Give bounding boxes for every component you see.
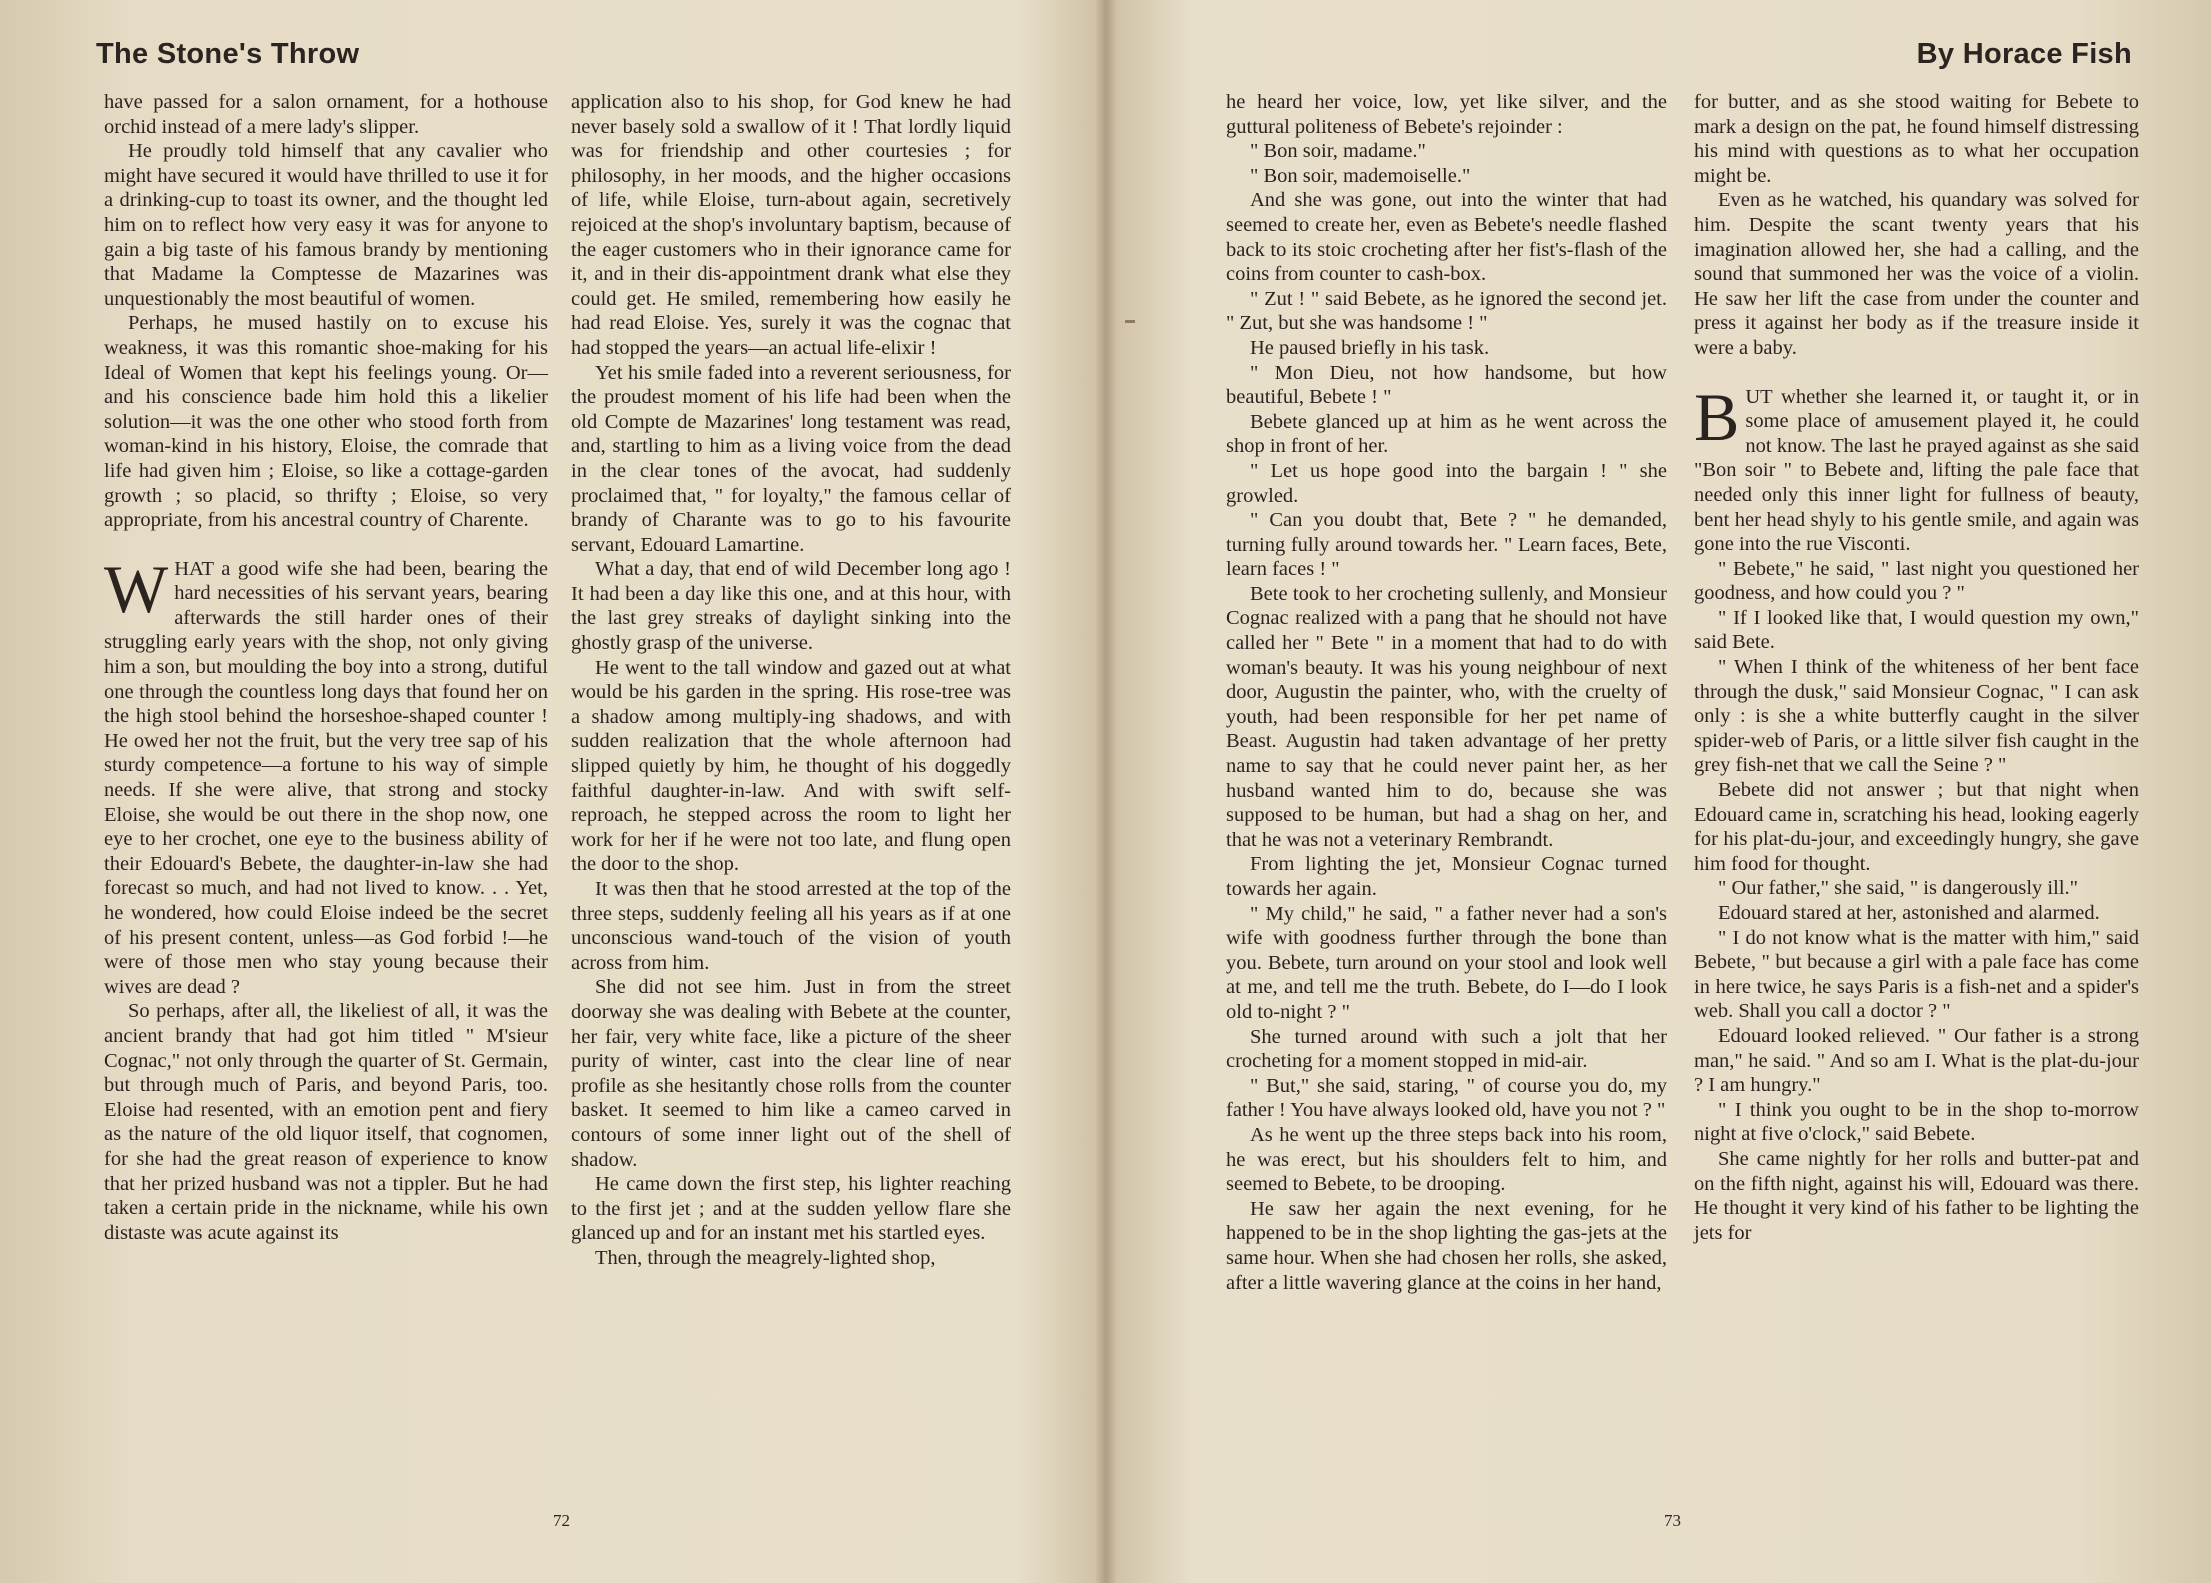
- paragraph: " Bon soir, madame.": [1250, 140, 1426, 163]
- paragraph: " If I looked like that, I would question my own," said Bete.: [1694, 606, 2139, 654]
- paragraph: Bete took to her crocheting sullenly, and Monsieur Cognac realized with a pang that he should not have called her " Bete " in a moment that had to do with woman's beauty. It was his young neighbour of next door, Augustin the painter, who, with the cruelty of youth, had been responsible for her pet name of Beast. Augustin had taken advantage of her pretty name to say that he could never paint her, as her husband wanted him to do, because she was supposed to be human, but had a shag on her, and that he was not a veterinary Rembrandt.: [1226, 582, 1667, 851]
- paragraph: And she was gone, out into the winter that had seemed to create her, even as Bebete's needle flashed back to its stoic crocheting after her fist's-flash of the coins from counter to cash-box.: [1226, 189, 1667, 286]
- paragraph: He paused briefly in his task.: [1250, 336, 1490, 359]
- paragraph: " Let us hope good into the bargain ! " she growled.: [1226, 459, 1667, 507]
- paragraph: " But," she said, staring, " of course you do, my father ! You have always looked old, have you not ? ": [1226, 1074, 1667, 1122]
- paragraph: " Zut ! " said Bebete, as he ignored the second jet. " Zut, but she was handsome ! ": [1226, 287, 1667, 335]
- paragraph: She came nightly for her rolls and butter-pat and on the fifth night, against his will, Edouard was there. He thought it very kind of his father to be lighting the jets for: [1694, 1147, 2139, 1244]
- paragraph: She turned around with such a jolt that her crocheting for a moment stopped in mid-air.: [1226, 1025, 1667, 1073]
- running-head-author: By Horace Fish: [1916, 38, 2132, 70]
- paragraph: " I do not know what is the matter with him," said Bebete, " but because a girl with a pale face has come in here twice, he says Paris is a fish-net and a spider's web. Shall you call a doctor ? ": [1694, 926, 2139, 1023]
- paragraph: Perhaps, he mused hastily on to excuse his weakness, it was this romantic shoe-making for his Ideal of Women that kept his feelings young. Or—and his conscience bade him hold this a likelier solution—it was the one other who stood forth from woman-kind in his history, Eloise, the comrade that life had given him ; Eloise, so like a cottage-garden growth ; so placid, so thrifty ; Eloise, so very appropriate, from his ancestral country of Charente.: [104, 312, 548, 532]
- paragraph: have passed for a salon ornament, for a hothouse orchid instead of a mere lady's slipper.: [104, 91, 548, 138]
- right-column-2: [1694, 90, 2139, 1245]
- page-number: 72: [553, 1511, 570, 1530]
- paragraph: He proudly told himself that any cavalier who might have secured it would have thrilled to use it for a drinking-cup to toast its owner, and the thought led him on to reflect how very easy it was for anyone to gain a big taste of his famous brandy by mentioning that Madame la Comptesse de Mazarines was unquestionably the most beautiful of women.: [104, 140, 548, 310]
- paragraph: Edouard looked relieved. " Our father is a strong man," he said. " And so am I. What is the plat-du-jour ? I am hungry.": [1694, 1024, 2139, 1097]
- drop-cap-paragraph: BUT whether she learned it, or taught it, or in some place of amusement played it, he could not know. The last he prayed against as she said "Bon soir " to Bebete and, lifting the pale face that needed only this inner light for fullness of beauty, bent her head shyly to his gentle smile, and again was gone into the rue Visconti.: [1694, 378, 2139, 556]
- paragraph: " My child," he said, " a father never had a son's wife with goodness further through the bone than you. Bebete, turn around on your stool and look well at me, and tell me the truth. Bebete, do I—do I look old to-night ? ": [1226, 902, 1667, 1023]
- paragraph: So perhaps, after all, the likeliest of all, it was the ancient brandy that had got him titled " M'sieur Cognac," not only through the quarter of St. Germain, but through much of Paris, and beyond Paris, too. Eloise had resented, with an emotion pent and fiery as the nature of the old liquor itself, that cognomen, for she had the great reason of experience to know that her prized husband was not a tippler. But he had taken a certain pride in the nickname, while his own distaste was acute against its: [104, 1000, 548, 1244]
- paragraph: As he went up the three steps back into his room, he was erect, but his shoulders felt to him, and seemed to Bebete, to be drooping.: [1226, 1123, 1667, 1196]
- paragraph: It was then that he stood arrested at the top of the three steps, suddenly feeling all his years as if at one unconscious wand-touch of the vision of youth across from him.: [571, 878, 1011, 974]
- paragraph: Bebete did not answer ; but that night when Edouard came in, scratching his head, looking eagerly for his plat-du-jour, and exceedingly hungry, she gave him food for thought.: [1694, 779, 2139, 875]
- paragraph: He went to the tall window and gazed out at what would be his garden in the spring. His rose-tree was a shadow among multiply-ing shadows, and with sudden realization that the whole afternoon had slipped quietly by him, he thought of his doggedly faithful daughter-in-law. And with swift self-reproach, he stepped across the room to light her work for her if he were not too late, and flung open the door to the shop.: [571, 656, 1011, 876]
- paragraph: Then, through the meagrely-lighted shop,: [595, 1246, 936, 1269]
- paragraph: for butter, and as she stood waiting for Bebete to mark a design on the pat, he found himself distressing his mind with questions as to what her occupation might be.: [1694, 91, 2139, 187]
- left-column-2: [571, 90, 1011, 1271]
- left-page: [0, 0, 1100, 1583]
- paragraph: " When I think of the whiteness of her bent face through the dusk," said Monsieur Cognac, " I can ask only : is she a white butterfly caught in the silver spider-web of Paris, or a little silver fish caught in the grey fish-net that we call the Seine ? ": [1694, 656, 2139, 777]
- paragraph: He saw her again the next evening, for he happened to be in the shop lighting the gas-jets at the same hour. When she had chosen her rolls, she asked, after a little wavering glance at the coins in her hand,: [1226, 1197, 1667, 1294]
- paragraph: Bebete glanced up at him as he went across the shop in front of her.: [1226, 410, 1667, 458]
- right-column-1: [1226, 90, 1667, 1295]
- paragraph: " Can you doubt that, Bete ? " he demanded, turning fully around towards her. " Learn faces, Bete, learn faces ! ": [1226, 509, 1667, 581]
- paragraph: From lighting the jet, Monsieur Cognac turned towards her again.: [1226, 853, 1667, 900]
- paragraph: She did not see him. Just in from the street doorway she was dealing with Bebete at the counter, her fair, very white face, like a picture of the sheer purity of winter, cast into the clear line of near profile as she hesitantly chose rolls from the counter basket. It seemed to him like a cameo carved in contours of some inner light out of the shell of shadow.: [571, 976, 1011, 1171]
- paragraph: What a day, that end of wild December long ago ! It had been a day like this one, and at this hour, with the last grey streaks of daylight sinking into the ghostly grasp of the universe.: [571, 558, 1011, 655]
- drop-cap-paragraph: WHAT a good wife she had been, bearing the hard necessities of his servant years, bearing afterwards the still harder ones of their struggling early years with the shop, not only giving him a son, but moulding the boy into a strong, dutiful one through the countless long days that found her on the high stool behind the horseshoe-shaped counter ! He owed her not the fruit, but the very tree sap of his sturdy competence—a fortune to his way of simple needs. If she were alive, that strong and stocky Eloise, she would be out there in the shop now, one eye to her crochet, one eye to the business ability of their Edouard's Bebete, the daughter-in-law she had forecast so much, and had not lived to know. . . Yet, he wondered, how could Eloise indeed be the secret of his present content, unless—as God forbid !—he were of those men who stay young because their wives are dead ?: [104, 550, 548, 998]
- margin-mark: [1125, 320, 1135, 323]
- paragraph: " I think you ought to be in the shop to-morrow night at five o'clock," said Bebete.: [1694, 1098, 2139, 1146]
- paragraph: he heard her voice, low, yet like silver, and the guttural politeness of Bebete's rejoinder :: [1226, 91, 1667, 138]
- right-page: [1111, 0, 2211, 1583]
- paragraph: " Bebete," he said, " last night you questioned her goodness, and how could you ? ": [1694, 557, 2139, 605]
- paragraph: Yet his smile faded into a reverent seriousness, for the proudest moment of his life had been when the old Compte de Mazarines' long testament was read, and, startling to him as a living voice from the dead in the clear tones of the avocat, had suddenly proclaimed that, " for loyalty," the famous cellar of brandy of Charante was to go to his favourite servant, Edouard Lamartine.: [571, 361, 1011, 556]
- paragraph: Edouard stared at her, astonished and alarmed.: [1718, 902, 2100, 924]
- paragraph: " Our father," she said, " is dangerously ill.": [1718, 877, 2079, 900]
- page-number: 73: [1664, 1511, 1681, 1530]
- running-head-title: The Stone's Throw: [96, 38, 360, 70]
- paragraph: application also to his shop, for God knew he had never basely sold a swallow of it ! That lordly liquid was for friendship and other courtesies ; for philosophy, in her moods, and the higher occasions of life, while Eloise, turn-about again, secretively rejoiced at the shop's involuntary baptism, because of the eager customers who in their ignorance came for it, and in their dis-appointment drank what else they could get. He smiled, remembering how easily he had read Eloise. Yes, surely it was the cognac that had stopped the years—an actual life-elixir !: [571, 91, 1011, 359]
- paragraph: " Mon Dieu, not how handsome, but how beautiful, Bebete ! ": [1226, 361, 1667, 409]
- left-column-1: [104, 90, 548, 1245]
- paragraph: " Bon soir, mademoiselle.": [1250, 164, 1471, 187]
- paragraph: He came down the first step, his lighter reaching to the first jet ; and at the sudden yellow flare she glanced up and for an instant met his startled eyes.: [571, 1173, 1011, 1245]
- paragraph: Even as he watched, his quandary was solved for him. Despite the scant twenty years that his imagination allowed her, she had a calling, and the sound that summoned her was the voice of a violin. He saw her lift the case from under the counter and press it against her body as if the treasure inside it were a baby.: [1694, 189, 2139, 359]
